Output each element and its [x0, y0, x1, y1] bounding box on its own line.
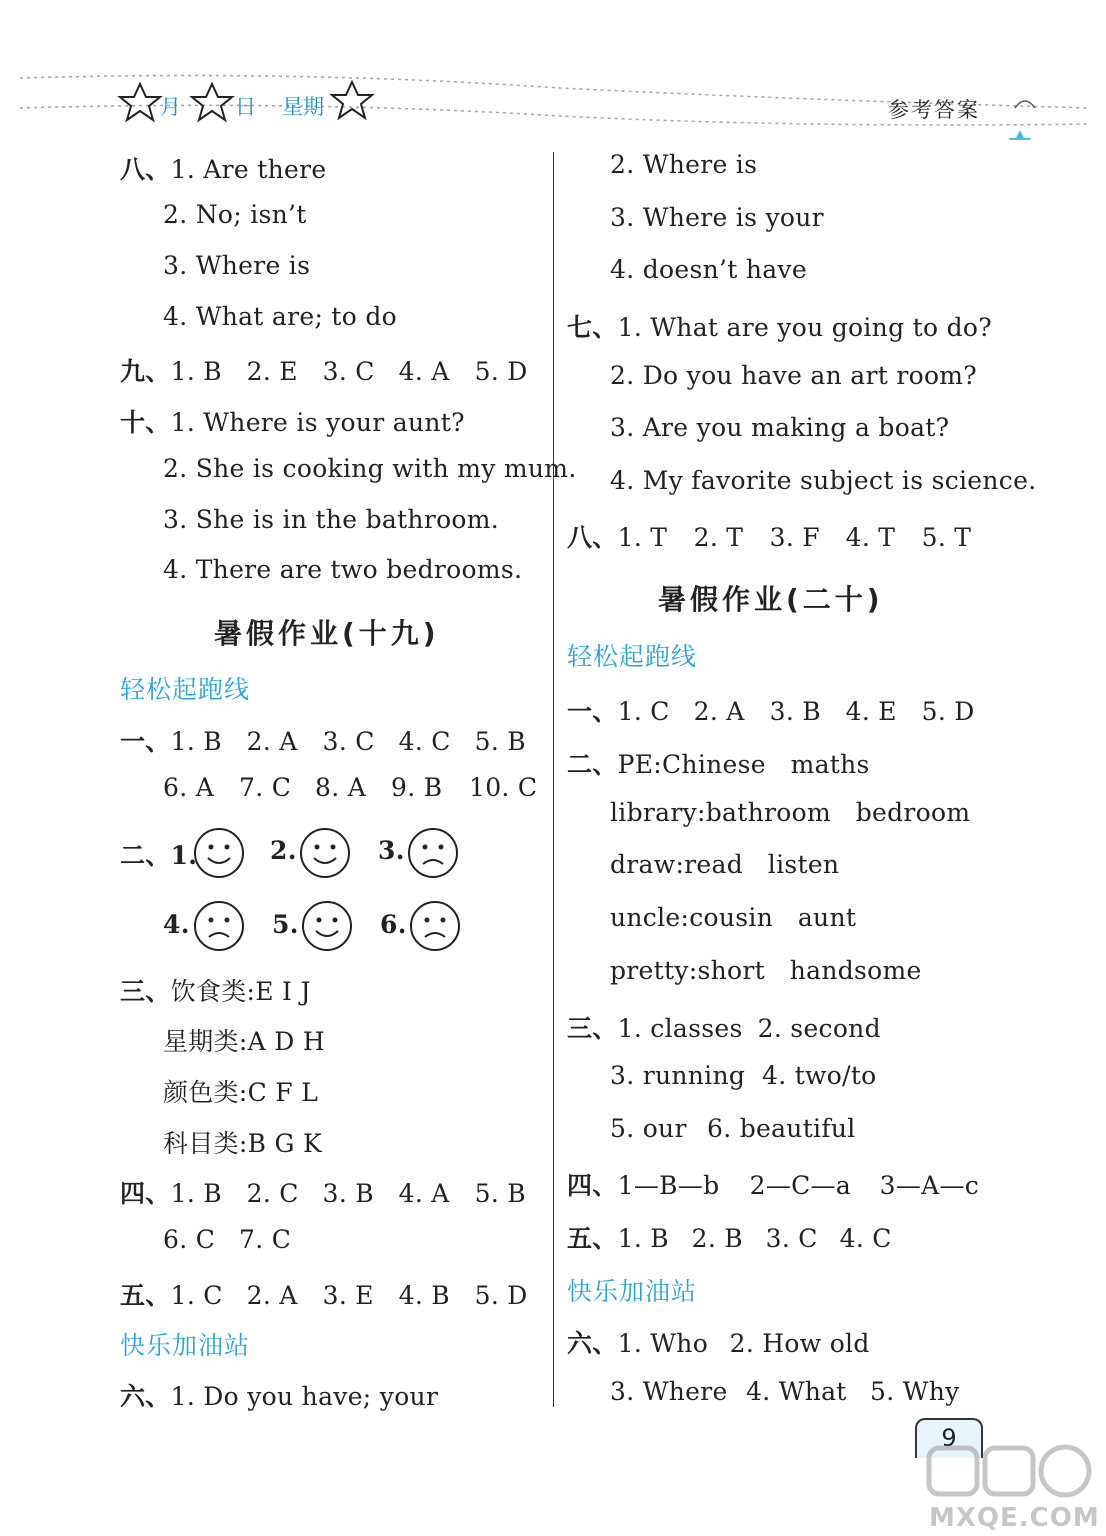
header-month: 月 — [160, 95, 181, 119]
answer-line: 4. My favorite subject is science. — [610, 466, 1037, 495]
subsection-heading: 快乐加油站 — [567, 1277, 698, 1306]
happy-face-icon — [192, 826, 246, 880]
happy-face-icon — [300, 899, 354, 953]
answer-line: 2. She is cooking with my mum. — [163, 454, 577, 483]
answer-line: 星期类:A D H — [163, 1027, 325, 1056]
answer-line: 七、1. What are you going to do? — [567, 313, 992, 342]
answer-line: 2. No; isn’t — [163, 200, 307, 229]
answer-line: 3. Where is your — [610, 203, 824, 232]
watermark-logo — [925, 1440, 1101, 1532]
answer-line: draw:read listen — [610, 850, 840, 879]
star-icon — [332, 82, 372, 118]
answer-line: 2. — [270, 836, 297, 865]
page-header — [0, 0, 1106, 140]
subsection-heading: 快乐加油站 — [120, 1331, 251, 1360]
answer-line: 一、1. B 2. A 3. C 4. C 5. B — [120, 727, 526, 756]
answer-line: uncle:cousin aunt — [610, 903, 857, 932]
answer-line: 六、1. Who 2. How old — [567, 1329, 870, 1358]
answer-line: 六、1. Do you have; your — [120, 1382, 439, 1411]
star-icon — [192, 84, 232, 120]
answer-line: 三、1. classes 2. second — [567, 1014, 881, 1043]
answer-line: 3. Are you making a boat? — [610, 413, 950, 442]
sad-face-icon — [408, 899, 462, 953]
answer-line: 三、饮食类:E I J — [120, 977, 311, 1006]
subsection-heading: 轻松起跑线 — [567, 642, 698, 671]
answer-line: 3. She is in the bathroom. — [163, 505, 500, 534]
answer-line: 5. our 6. beautiful — [610, 1114, 856, 1143]
star-icon — [120, 84, 160, 120]
answer-line: 6. — [380, 910, 407, 939]
answer-line: 二、1. — [120, 841, 198, 870]
answer-line: 4. doesn’t have — [610, 255, 807, 284]
happy-face-icon — [298, 826, 352, 880]
answer-line: 4. What are; to do — [163, 302, 398, 331]
answer-line: 3. — [378, 836, 405, 865]
answer-line: 2. Do you have an art room? — [610, 361, 977, 390]
answer-line: 6. A 7. C 8. A 9. B 10. C — [163, 773, 538, 802]
answer-line: 3. Where is — [163, 251, 311, 280]
column-divider — [553, 152, 554, 1407]
answer-line: 五、1. B 2. B 3. C 4. C — [567, 1224, 892, 1253]
answer-line: library:bathroom bedroom — [610, 798, 971, 827]
svg-text:MXQE.COM: MXQE.COM — [929, 1503, 1100, 1532]
page-number: 9 — [941, 1424, 957, 1452]
header-day: 日 — [235, 95, 256, 119]
answer-line: 八、1. T 2. T 3. F 4. T 5. T — [567, 523, 972, 552]
header-weekday: 星期 — [282, 95, 324, 119]
answer-line: 科目类:B G K — [163, 1129, 323, 1158]
answer-line: 3. running 4. two/to — [610, 1061, 877, 1090]
answer-line: 五、1. C 2. A 3. E 4. B 5. D — [120, 1281, 528, 1310]
answer-line: 4. — [163, 910, 190, 939]
section-title-19: 暑假作业(十九) — [214, 617, 440, 650]
sad-face-icon — [192, 899, 246, 953]
header-right-title: 参考答案 — [888, 98, 980, 122]
answer-line: 4. There are two bedrooms. — [163, 555, 523, 584]
answer-line: 八、1. Are there — [120, 155, 327, 184]
sad-face-icon — [406, 826, 460, 880]
answer-line: 3. Where 4. What 5. Why — [610, 1377, 960, 1406]
answer-line: 2. Where is — [610, 150, 758, 179]
answer-line: 四、1. B 2. C 3. B 4. A 5. B — [120, 1179, 526, 1208]
subsection-heading: 轻松起跑线 — [120, 675, 251, 704]
answer-line: pretty:short handsome — [610, 956, 922, 985]
answer-line: 十、1. Where is your aunt? — [120, 408, 465, 437]
answer-line: 四、1—B—b 2—C—a 3—A—c — [567, 1171, 980, 1200]
section-title-20: 暑假作业(二十) — [658, 583, 884, 616]
answer-line: 6. C 7. C — [163, 1225, 292, 1254]
star-icon — [1008, 130, 1032, 140]
answer-line: 九、1. B 2. E 3. C 4. A 5. D — [120, 357, 528, 386]
answer-line: 5. — [272, 910, 299, 939]
answer-line: 一、1. C 2. A 3. B 4. E 5. D — [567, 697, 975, 726]
answer-line: 颜色类:C F L — [163, 1078, 319, 1107]
answer-line: 二、PE:Chinese maths — [567, 750, 870, 779]
